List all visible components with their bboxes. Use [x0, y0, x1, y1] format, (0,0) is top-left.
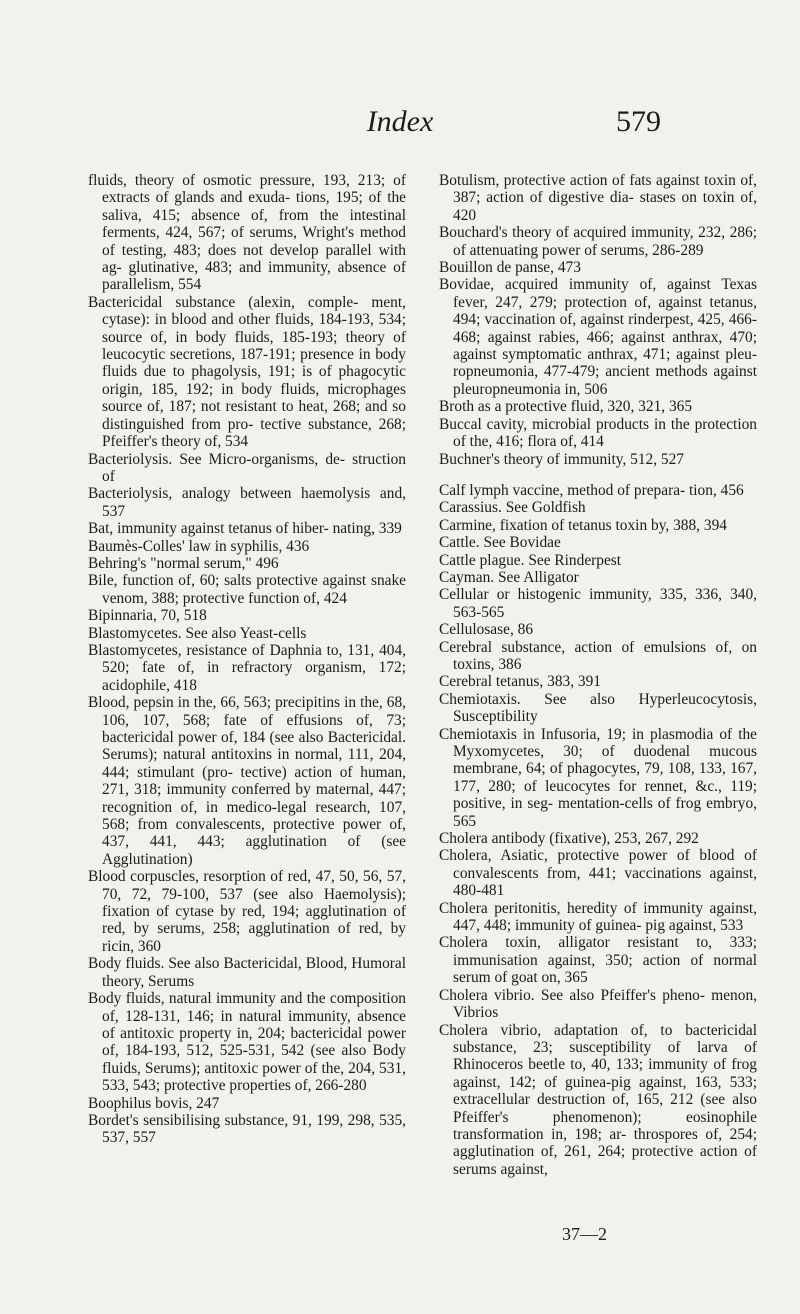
page-number: 579: [616, 105, 661, 138]
index-entry: Bovidae, acquired immunity of, against Texas fever, 247, 279; protection of, against tetanus, 494; vaccination of, against rinderpest, 425, 466-468; against rabies, 466; against anthrax, 470; against symptomatic anthrax, 471; against pleu- ropneumonia, 477-479; ancient methods against pleuropneumonia in, 506: [439, 276, 757, 398]
index-entry: Bat, immunity against tetanus of hiber- nating, 339: [88, 520, 402, 538]
index-entry: Bipinnaria, 70, 518: [88, 607, 207, 625]
index-entry: Bactericidal substance (alexin, comple- ment, cytase): in blood and other fluids, 184-193, 534; source of, in body fluids, 185-193; theory of leucocytic secretions, 187-191; presence in body fluids due to phagolysis, 191; is of phagocytic origin, 185, 192; in body fluids, microphages source of, 187; not resistant to heat, 268; and so distinguished from pro- tective substance, 268; Pfeiffer's theory of, 534: [88, 293, 406, 451]
index-entry: Cerebral tetanus, 383, 391: [439, 673, 601, 691]
index-entry: Blood corpuscles, resorption of red, 47, 50, 56, 57, 70, 72, 79-100, 537 (see also Haemolysis); fixation of cytase by red, 194; agglutination of red, by serums, 258; agglutination of red, by ricin, 360: [88, 868, 406, 955]
index-entry: Bouchard's theory of acquired immunity, 232, 286; of attenuating power of serums, 286-289: [439, 224, 757, 259]
index-entry: Cholera vibrio. See also Pfeiffer's pheno- menon, Vibrios: [439, 986, 757, 1022]
index-entry: Chemiotaxis. See also Hyperleucocytosis, Susceptibility: [439, 690, 757, 726]
index-entry: Buccal cavity, microbial products in the protection of the, 416; flora of, 414: [439, 415, 757, 451]
index-entry: Body fluids, natural immunity and the composition of, 128-131, 146; in natural immunity, absence of antitoxic property in, 204; bactericidal power of, 184-193, 512, 525-531, 542 (see also Body fluids, Serums); antitoxic power of the, 204, 531, 533, 543; protective properties of, 266-280: [88, 990, 406, 1095]
index-entry: Chemiotaxis in Infusoria, 19; in plasmodia of the Myxomycetes, 30; of duodenal mucous membrane, 64; of phagocytes, 79, 108, 133, 167, 177, 280; of leucocytes for rennet, &c., 119; positive, in seg- mentation-cells of frog embryo, 565: [439, 725, 757, 830]
index-column-left: [88, 172, 406, 1147]
index-entry: Blood, pepsin in the, 66, 563; precipitins in the, 68, 106, 107, 568; fate of effusions of, 73; bactericidal power of, 184 (see also Bactericidal. Serums); natural antitoxins in normal, 111, 204, 444; stimulant (pro- tective) action of human, 271, 318; immunity conferred by maternal, 447; recognition of, in medico-legal research, 107, 568; from convalescents, protective power of, 437, 441, 443; agglutination of (see Agglutination): [88, 694, 406, 868]
index-entry: Botulism, protective action of fats against toxin of, 387; action of digestive dia- stases on toxin of, 420: [439, 172, 757, 224]
index-entry: Broth as a protective fluid, 320, 321, 365: [439, 398, 693, 416]
index-entry: Buchner's theory of immunity, 512, 527: [439, 450, 685, 468]
index-entry: Bouillon de panse, 473: [439, 259, 581, 277]
index-entry: Cattle plague. See Rinderpest: [439, 551, 622, 569]
index-entry: Bile, function of, 60; salts protective against snake venom, 388; protective function of, 424: [88, 572, 406, 607]
index-entry: Cayman. See Alligator: [439, 568, 579, 586]
index-entry: Blastomycetes. See also Yeast-cells: [88, 624, 307, 642]
index-entry: Cellulosase, 86: [439, 621, 534, 639]
index-entry: Cholera antibody (fixative), 253, 267, 292: [439, 830, 699, 848]
index-entry: Cholera peritonitis, heredity of immunity against, 447, 448; immunity of guinea- pig against, 533: [439, 899, 757, 935]
index-entry: Cattle. See Bovidae: [439, 534, 561, 552]
index-entry: Behring's "normal serum," 496: [88, 554, 279, 572]
index-entry: Bacteriolysis. See Micro-organisms, de- struction of: [88, 450, 406, 485]
index-column-right: [439, 172, 757, 1178]
index-entry: fluids, theory of osmotic pressure, 193, 213; of extracts of glands and exuda- tions, 195; of the saliva, 415; absence of, from the intestinal ferments, 424, 567; of serums, Wright's method of testing, 483; does not develop parallel with ag- glutinative, 483; and immunity, absence of parallelism, 554: [88, 172, 406, 294]
index-entry: Cholera vibrio, adaptation of, to bactericidal substance, 23; susceptibility of larva of Rhinoceros beetle to, 40, 133; immunity of frog against, 142; of guinea-pig against, 163, 533; extracellular destruction of, 165, 212 (see also Pfeiffer's phenomenon); eosinophile transformation in, 198; ar- throspores of, 254; agglutination of, 261, 264; protective action of serums against,: [439, 1021, 757, 1178]
index-entry: Bordet's sensibilising substance, 91, 199, 298, 535, 537, 557: [88, 1111, 406, 1147]
index-entry: Cellular or histogenic immunity, 335, 336, 340, 563-565: [439, 586, 757, 621]
index-entry: Calf lymph vaccine, method of prepara- tion, 456: [439, 481, 744, 499]
index-entry: Cholera toxin, alligator resistant to, 333; immunisation against, 350; action of normal serum of goat on, 365: [439, 934, 757, 987]
running-title: Index: [366, 105, 434, 138]
index-entry: Baumès-Colles' law in syphilis, 436: [88, 537, 310, 555]
index-entry: Carmine, fixation of tetanus toxin by, 388, 394: [439, 516, 727, 534]
index-entry: Cholera, Asiatic, protective power of blood of convalescents from, 441; vaccinations against, 480-481: [439, 847, 757, 900]
signature-mark: 37—2: [562, 1224, 607, 1244]
index-entry: Carassius. See Goldfish: [439, 499, 586, 517]
index-entry: Blastomycetes, resistance of Daphnia to, 131, 404, 520; fate of, in refractory organism, 172; acidophile, 418: [88, 641, 406, 694]
index-entry: Body fluids. See also Bactericidal, Blood, Humoral theory, Serums: [88, 955, 406, 990]
index-entry: Cerebral substance, action of emulsions of, on toxins, 386: [439, 638, 757, 673]
index-entry: Bacteriolysis, analogy between haemolysis and, 537: [88, 485, 406, 520]
index-entry: Boophilus bovis, 247: [88, 1094, 220, 1112]
